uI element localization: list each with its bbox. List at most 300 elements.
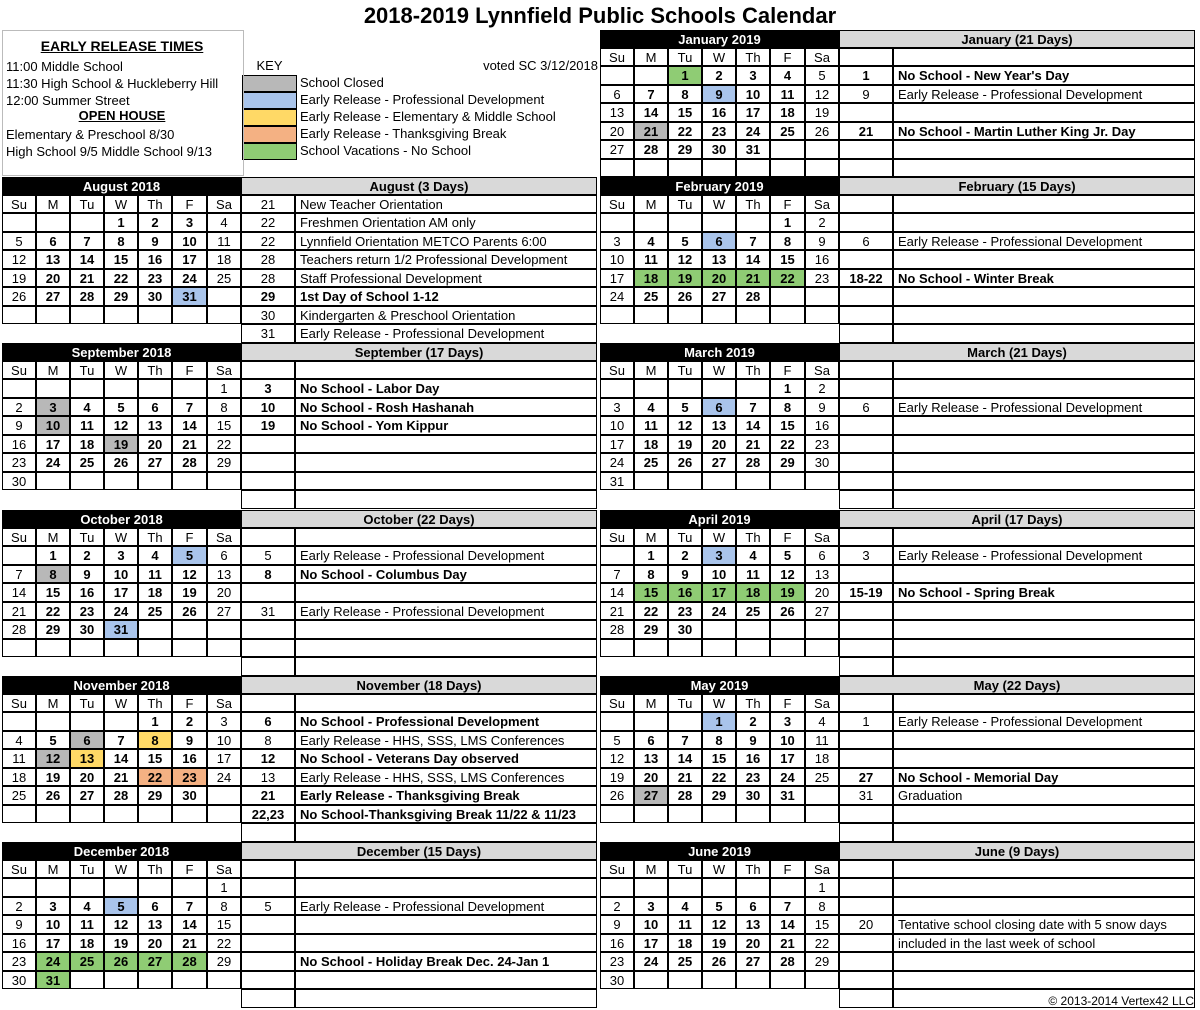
day-cell: 29 [207,453,241,472]
day-cell: 1 [805,878,839,897]
note-text: Lynnfield Orientation METCO Parents 6:00 [295,232,597,251]
note-date: 21 [839,122,893,141]
day-cell [702,159,736,178]
day-cell: 9 [600,915,634,934]
note-date [241,472,295,491]
notes-cell [893,528,1195,546]
day-header: Sa [207,694,241,712]
day-cell: 13 [70,749,104,768]
day-cell [702,805,736,824]
day-cell: 5 [104,398,138,417]
note-date [839,453,893,472]
note-date: 22,23 [241,805,295,824]
day-cell: 11 [138,565,172,584]
day-cell: 22 [770,435,805,454]
day-cell [805,140,839,159]
day-header: F [770,361,805,379]
day-cell: 20 [138,435,172,454]
note-date [241,435,295,454]
notes-cell [839,48,893,66]
day-cell: 26 [36,786,70,805]
day-cell: 5 [2,232,36,251]
note-date [241,639,295,658]
day-cell: 22 [770,269,805,288]
day-cell: 3 [36,897,70,916]
note-text: Early Release - Professional Development [893,546,1195,565]
day-cell: 26 [770,602,805,621]
day-header: M [634,48,668,66]
day-header: Th [138,528,172,546]
day-header: Th [736,694,770,712]
day-header: Su [600,195,634,213]
day-header: W [702,361,736,379]
day-cell: 2 [172,712,207,731]
day-cell: 11 [736,565,770,584]
note-text: Early Release - Professional Development [893,712,1195,731]
note-date [241,915,295,934]
day-cell: 22 [36,602,70,621]
day-cell [36,712,70,731]
day-cell [207,472,241,491]
day-cell: 1 [668,66,702,85]
day-cell: 10 [104,565,138,584]
day-header: M [36,361,70,379]
note-date [839,416,893,435]
day-cell: 7 [668,731,702,750]
day-cell: 3 [600,232,634,251]
day-cell: 26 [668,453,702,472]
key-swatch [242,92,297,109]
day-cell: 20 [805,583,839,602]
day-cell [2,213,36,232]
note-date: 10 [241,398,295,417]
day-cell: 24 [104,602,138,621]
day-cell [634,712,668,731]
key-label-item: Early Release - Elementary & Middle School [300,109,556,124]
day-cell: 21 [668,768,702,787]
month-notes-title: January (21 Days) [839,30,1195,48]
day-cell: 13 [138,416,172,435]
note-text [893,103,1195,122]
day-cell [668,159,702,178]
day-cell: 10 [36,416,70,435]
day-cell [634,213,668,232]
early-release-time: 12:00 Summer Street [6,93,130,108]
day-cell: 5 [770,546,805,565]
note-text [893,213,1195,232]
day-cell: 30 [2,472,36,491]
day-cell: 30 [70,620,104,639]
day-cell: 15 [104,250,138,269]
day-cell: 23 [805,269,839,288]
notes-cell [839,694,893,712]
key-label-item: School Vacations - No School [300,143,472,158]
day-cell: 19 [104,934,138,953]
day-header: F [770,694,805,712]
day-cell: 20 [736,934,770,953]
notes-cell [241,361,295,379]
month-name: December 2018 [2,842,241,860]
note-date [241,657,295,676]
day-cell [668,971,702,990]
note-text: Early Release - HHS, SSS, LMS Conferences [295,768,597,787]
note-text [893,805,1195,824]
day-cell: 15 [770,416,805,435]
day-cell [668,805,702,824]
day-header: Su [600,528,634,546]
day-cell: 15 [138,749,172,768]
day-cell: 9 [2,915,36,934]
day-cell [668,878,702,897]
day-cell [104,379,138,398]
day-cell [770,472,805,491]
notes-cell [839,361,893,379]
day-cell [36,805,70,824]
day-header: W [702,694,736,712]
day-header: Tu [668,195,702,213]
day-header: Sa [805,528,839,546]
note-text [295,639,597,658]
day-cell: 9 [2,416,36,435]
day-cell: 27 [70,786,104,805]
note-text: No School - Memorial Day [893,768,1195,787]
day-cell: 22 [805,934,839,953]
open-house-title: OPEN HOUSE [78,108,166,123]
day-cell: 24 [36,453,70,472]
day-cell [70,805,104,824]
day-cell: 6 [207,546,241,565]
day-cell: 21 [2,602,36,621]
day-header: Tu [668,694,702,712]
day-cell: 22 [207,934,241,953]
day-header: M [634,195,668,213]
day-cell: 27 [36,287,70,306]
day-cell: 3 [770,712,805,731]
day-cell: 5 [668,398,702,417]
month-name: November 2018 [2,676,241,694]
note-text [295,583,597,602]
day-cell: 24 [207,768,241,787]
open-house-item: Elementary & Preschool 8/30 [6,127,175,142]
note-date [839,749,893,768]
day-cell: 20 [138,934,172,953]
note-text [893,472,1195,491]
day-header: Th [736,528,770,546]
day-header: W [104,195,138,213]
day-cell: 19 [36,768,70,787]
day-cell [36,213,70,232]
day-cell [104,971,138,990]
day-cell: 21 [70,269,104,288]
day-cell: 3 [702,546,736,565]
note-text [893,140,1195,159]
day-cell: 27 [600,140,634,159]
note-text: Freshmen Orientation AM only [295,213,597,232]
day-header: Sa [207,528,241,546]
day-cell: 7 [600,565,634,584]
day-cell [702,878,736,897]
day-cell: 20 [36,269,70,288]
day-cell [805,805,839,824]
day-cell [736,213,770,232]
day-cell: 27 [702,287,736,306]
note-date [839,989,893,1008]
day-cell: 16 [172,749,207,768]
note-date: 29 [241,287,295,306]
day-cell: 26 [172,602,207,621]
day-cell: 25 [207,269,241,288]
day-cell: 26 [2,287,36,306]
day-header: F [172,694,207,712]
note-date: 30 [241,306,295,325]
day-header: Th [138,361,172,379]
day-header: F [172,361,207,379]
day-cell [104,639,138,658]
note-text [893,453,1195,472]
day-cell: 18 [2,768,36,787]
day-cell: 25 [668,952,702,971]
day-cell [600,805,634,824]
day-cell [702,620,736,639]
note-date [839,731,893,750]
note-text: No School - New Year's Day [893,66,1195,85]
day-cell [172,639,207,658]
day-cell [736,306,770,325]
day-cell: 28 [2,620,36,639]
day-cell: 12 [770,565,805,584]
day-cell: 4 [736,546,770,565]
day-cell: 30 [600,971,634,990]
day-header: Su [2,361,36,379]
day-cell: 16 [2,934,36,953]
day-cell: 30 [668,620,702,639]
day-cell [770,140,805,159]
note-date: 31 [839,786,893,805]
day-cell: 25 [634,287,668,306]
header-frame [2,30,244,176]
day-cell: 26 [104,952,138,971]
day-header: Su [600,48,634,66]
note-text: No School - Holiday Break Dec. 24-Jan 1 [295,952,597,971]
day-cell: 18 [736,583,770,602]
note-text [295,490,597,509]
note-text: No School - Columbus Day [295,565,597,584]
note-text: Early Release - Professional Development [295,602,597,621]
day-header: Tu [668,528,702,546]
day-cell: 11 [805,731,839,750]
early-release-time: 11:30 High School & Huckleberry Hill [6,76,219,91]
day-cell: 11 [634,250,668,269]
note-text [295,453,597,472]
note-text: Early Release - Professional Development [295,546,597,565]
day-cell: 6 [600,85,634,104]
day-cell: 23 [600,952,634,971]
day-cell [138,639,172,658]
early-release-title: EARLY RELEASE TIMES [40,38,204,54]
day-cell: 25 [736,602,770,621]
note-text: No School - Yom Kippur [295,416,597,435]
day-cell [668,379,702,398]
day-cell: 23 [2,952,36,971]
day-cell: 27 [207,602,241,621]
day-cell [668,213,702,232]
day-cell [2,379,36,398]
day-cell [736,805,770,824]
day-cell: 24 [36,952,70,971]
day-cell: 13 [634,749,668,768]
note-date [839,971,893,990]
day-cell: 2 [2,398,36,417]
day-cell: 28 [172,952,207,971]
day-cell: 19 [172,583,207,602]
day-cell: 4 [2,731,36,750]
day-cell: 3 [207,712,241,731]
day-header: Tu [70,528,104,546]
day-cell: 31 [104,620,138,639]
day-cell: 28 [736,287,770,306]
key-swatch [242,109,297,126]
day-cell: 17 [600,269,634,288]
notes-cell [295,528,597,546]
note-text [295,915,597,934]
note-date [241,989,295,1008]
day-cell: 25 [138,602,172,621]
day-cell [805,159,839,178]
day-cell: 10 [634,915,668,934]
note-text [295,934,597,953]
notes-cell [241,860,295,878]
day-cell [600,159,634,178]
day-cell: 15 [634,583,668,602]
day-cell [70,213,104,232]
day-cell: 10 [600,416,634,435]
day-cell [736,878,770,897]
day-cell [172,805,207,824]
note-date [241,971,295,990]
day-cell: 28 [736,453,770,472]
note-date [839,897,893,916]
note-date [839,213,893,232]
day-cell: 13 [207,565,241,584]
day-cell: 27 [634,786,668,805]
day-cell: 20 [702,269,736,288]
day-header: Sa [805,860,839,878]
note-date: 28 [241,250,295,269]
day-cell: 22 [207,435,241,454]
month-notes-title: October (22 Days) [241,510,597,528]
note-text: Graduation [893,786,1195,805]
day-header: W [702,860,736,878]
month-name: February 2019 [600,177,839,195]
day-cell: 2 [805,379,839,398]
day-cell: 14 [736,250,770,269]
day-cell: 29 [668,140,702,159]
day-header: Th [736,860,770,878]
day-cell: 15 [702,749,736,768]
day-header: Tu [70,694,104,712]
day-cell: 25 [2,786,36,805]
day-cell: 24 [702,602,736,621]
notes-cell [893,361,1195,379]
note-date: 6 [839,398,893,417]
day-cell [2,546,36,565]
day-cell [634,66,668,85]
day-cell: 27 [736,952,770,971]
day-cell: 9 [70,565,104,584]
day-header: M [634,361,668,379]
day-cell: 4 [805,712,839,731]
notes-cell [295,694,597,712]
day-cell: 26 [805,122,839,141]
day-cell: 12 [2,250,36,269]
day-header: Tu [70,860,104,878]
note-date [839,250,893,269]
day-cell: 6 [634,731,668,750]
day-cell: 26 [600,786,634,805]
day-cell: 30 [702,140,736,159]
note-date: 18-22 [839,269,893,288]
day-cell: 28 [70,287,104,306]
note-text: No School - Martin Luther King Jr. Day [893,122,1195,141]
day-cell: 16 [668,583,702,602]
day-cell: 21 [600,602,634,621]
day-header: Sa [207,860,241,878]
day-cell: 14 [668,749,702,768]
day-cell: 14 [172,915,207,934]
day-cell [138,620,172,639]
day-cell [600,639,634,658]
note-text [295,657,597,676]
day-cell: 11 [70,416,104,435]
day-cell: 17 [36,934,70,953]
day-cell: 19 [668,435,702,454]
month-name: June 2019 [600,842,839,860]
footer-copyright: © 2013-2014 Vertex42 LLC [1048,994,1194,1008]
day-cell: 1 [207,379,241,398]
day-cell [736,379,770,398]
day-cell: 14 [172,416,207,435]
note-date: 1 [839,66,893,85]
note-text: Early Release - HHS, SSS, LMS Conferences [295,731,597,750]
notes-cell [893,860,1195,878]
day-cell: 15 [770,250,805,269]
note-date: 3 [839,546,893,565]
key-label-item: Early Release - Professional Development [300,92,545,107]
note-date [839,472,893,491]
day-cell: 20 [70,768,104,787]
day-cell [634,306,668,325]
day-cell: 2 [70,546,104,565]
day-cell: 4 [770,66,805,85]
day-cell: 28 [770,952,805,971]
day-cell: 11 [207,232,241,251]
day-cell [207,786,241,805]
note-text: Kindergarten & Preschool Orientation [295,306,597,325]
day-cell [70,639,104,658]
note-text: Early Release - Professional Development [893,232,1195,251]
day-header: Sa [207,195,241,213]
day-cell: 18 [634,435,668,454]
day-cell: 12 [668,416,702,435]
note-date [241,620,295,639]
day-cell [70,472,104,491]
day-cell: 13 [600,103,634,122]
month-notes-title: November (18 Days) [241,676,597,694]
month-name: January 2019 [600,30,839,48]
day-cell: 27 [805,602,839,621]
day-cell [36,306,70,325]
day-cell [172,878,207,897]
